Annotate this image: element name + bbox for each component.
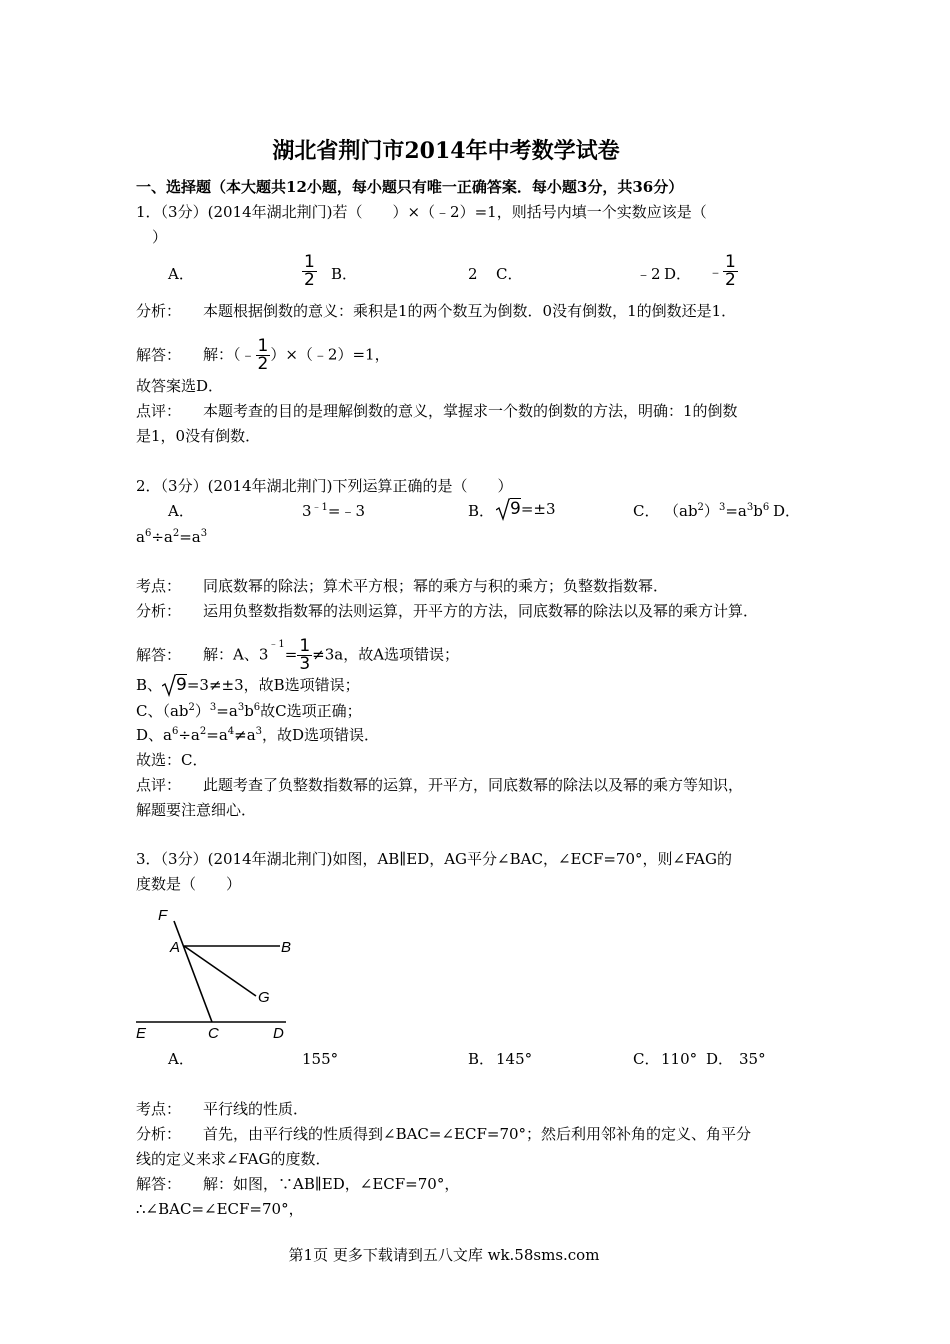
q2-option-a-value: $3^{﹣1}=﹣3$: [302, 502, 366, 520]
q3-analysis: 分析： 首先，由平行线的性质得到∠BAC=∠ECF=70°；然后利用邻补角的定义、角平分: [136, 1125, 752, 1143]
q3-stem-line2: 度数是（ ）: [136, 875, 242, 893]
q3-option-b-value: 145°: [496, 1050, 533, 1068]
label-e: E: [136, 1025, 147, 1042]
q2-comment: 点评： 此题考查了负整数指数幂的运算，开平方，同底数幂的除法以及幂的乘方等知识，: [136, 776, 744, 794]
q1-analysis: 分析： 本题根据倒数的意义：乘积是1的两个数互为倒数．0没有倒数，1的倒数还是1．: [136, 302, 737, 320]
fraction: $\frac{1}{2}$: [304, 252, 315, 290]
q3-option-b-label: B．: [468, 1050, 495, 1068]
page-title: 湖北省荆门市2014年中考数学试卷: [272, 138, 620, 164]
q3-kaodian: 考点： 平行线的性质．: [136, 1100, 309, 1118]
q1-stem-line2: ）: [152, 228, 168, 246]
q1-solution: 解答： 解：（﹣ $\frac{1}{2}$ ）×（﹣2）=1，: [136, 336, 390, 374]
q3-option-d-value: 35°: [739, 1050, 766, 1068]
q2-solution-a: 解答： 解：A、$3^{﹣1}=$ $\frac{1}{3}$ ≠3a，故A选项错误；: [136, 636, 460, 674]
geometry-figure: [134, 906, 294, 1042]
q1-stem-line1: 1．（3分）(2014年湖北荆门)若（ ）×（﹣2）=1，则括号内填一个实数应该是（: [136, 203, 707, 221]
q2-option-a-label: A．: [168, 502, 194, 520]
q2-solution-c: C、$(ab^2)^3=a^3b^6$故C选项正确；: [136, 702, 362, 720]
label-b: B: [281, 939, 292, 956]
q1-answer: 故答案选D．: [136, 377, 224, 395]
q1-comment-line2: 是1，0没有倒数．: [136, 427, 261, 445]
fraction: $\frac{1}{3}$: [299, 636, 311, 674]
q1-option-a-value: [302, 254, 317, 289]
q1-option-b-label: B．: [331, 265, 358, 283]
q2-option-d-value: $a^6\div a^2=a^3$: [136, 528, 208, 546]
label-g: G: [258, 989, 270, 1006]
q3-analysis-line2: 线的定义来求∠FAG的度数．: [136, 1150, 331, 1168]
q2-option-b-label: B．: [468, 502, 495, 520]
q2-answer: 故选：C．: [136, 751, 208, 769]
q3-option-d-label: D．: [706, 1050, 734, 1068]
q1-option-c-value: ﹣2: [636, 265, 661, 283]
q1-option-a-label: A．: [168, 265, 194, 283]
q2-solution-b: B、 9=3≠±3，故B选项错误；: [136, 675, 360, 695]
q2-kaodian: 考点： 同底数幂的除法；算术平方根；幂的乘方与积的乘方；负整数指数幂．: [136, 577, 669, 595]
q2-comment-line2: 解题要注意细心．: [136, 801, 257, 819]
label-c: C: [208, 1025, 219, 1042]
q2-solution-d: D、$a^6\div a^2=a^4\ne a^3$，故D选项错误．: [136, 726, 380, 744]
q3-stem-line1: 3．（3分）(2014年湖北荆门)如图，AB∥ED，AG平分∠BAC，∠ECF=70°，则∠FAG的: [136, 850, 732, 868]
fraction: $\frac{1}{2}$: [725, 252, 736, 290]
q2-option-d-label: D．: [773, 502, 801, 520]
q3-option-c-label: C．: [633, 1050, 660, 1068]
fraction: $\frac{1}{2}$: [257, 336, 269, 374]
line-ag: [184, 946, 256, 996]
sqrt-symbol: 9: [162, 675, 187, 695]
q3-solution: 解答： 解：如图，∵AB∥ED，∠ECF=70°，: [136, 1175, 460, 1193]
q1-option-d-value: ﹣ $\frac{1}{2}$: [708, 252, 736, 290]
q2-stem: 2．（3分）(2014年湖北荆门)下列运算正确的是（ ）: [136, 477, 513, 495]
label-f: F: [158, 907, 168, 924]
label-d: D: [273, 1025, 284, 1042]
q3-option-a-label: A．: [168, 1050, 194, 1068]
q3-option-c-value: 110°: [661, 1050, 698, 1068]
q2-analysis: 分析： 运用负整数指数幂的法则运算，开平方的方法，同底数幂的除法以及幂的乘方计算．: [136, 602, 759, 620]
section-heading: 一、选择题（本大题共12小题，每小题只有唯一正确答案．每小题3分，共36分）: [136, 178, 684, 196]
q2-option-b-value: 9=±3: [496, 499, 556, 519]
page-footer: 第1页 更多下载请到五八文库 wk.58sms.com: [288, 1246, 600, 1264]
q3-solution-line2: ∴∠BAC=∠ECF=70°，: [136, 1200, 304, 1218]
q1-comment: 点评： 本题考查的目的是理解倒数的意义，掌握求一个数的倒数的方法，明确：1的倒数: [136, 402, 738, 420]
q2-option-c-label: C．: [633, 502, 660, 520]
label-a: A: [170, 939, 181, 956]
q1-option-b-value: 2: [468, 265, 478, 283]
q3-option-a-value: 155°: [302, 1050, 339, 1068]
q1-option-d-label: D．: [664, 265, 692, 283]
sqrt-symbol: 9: [496, 499, 521, 519]
q1-option-c-label: C．: [496, 265, 523, 283]
q2-option-c-value: $(ab^2)^3=a^3b^6$: [664, 502, 770, 520]
line-fc: [174, 921, 212, 1022]
